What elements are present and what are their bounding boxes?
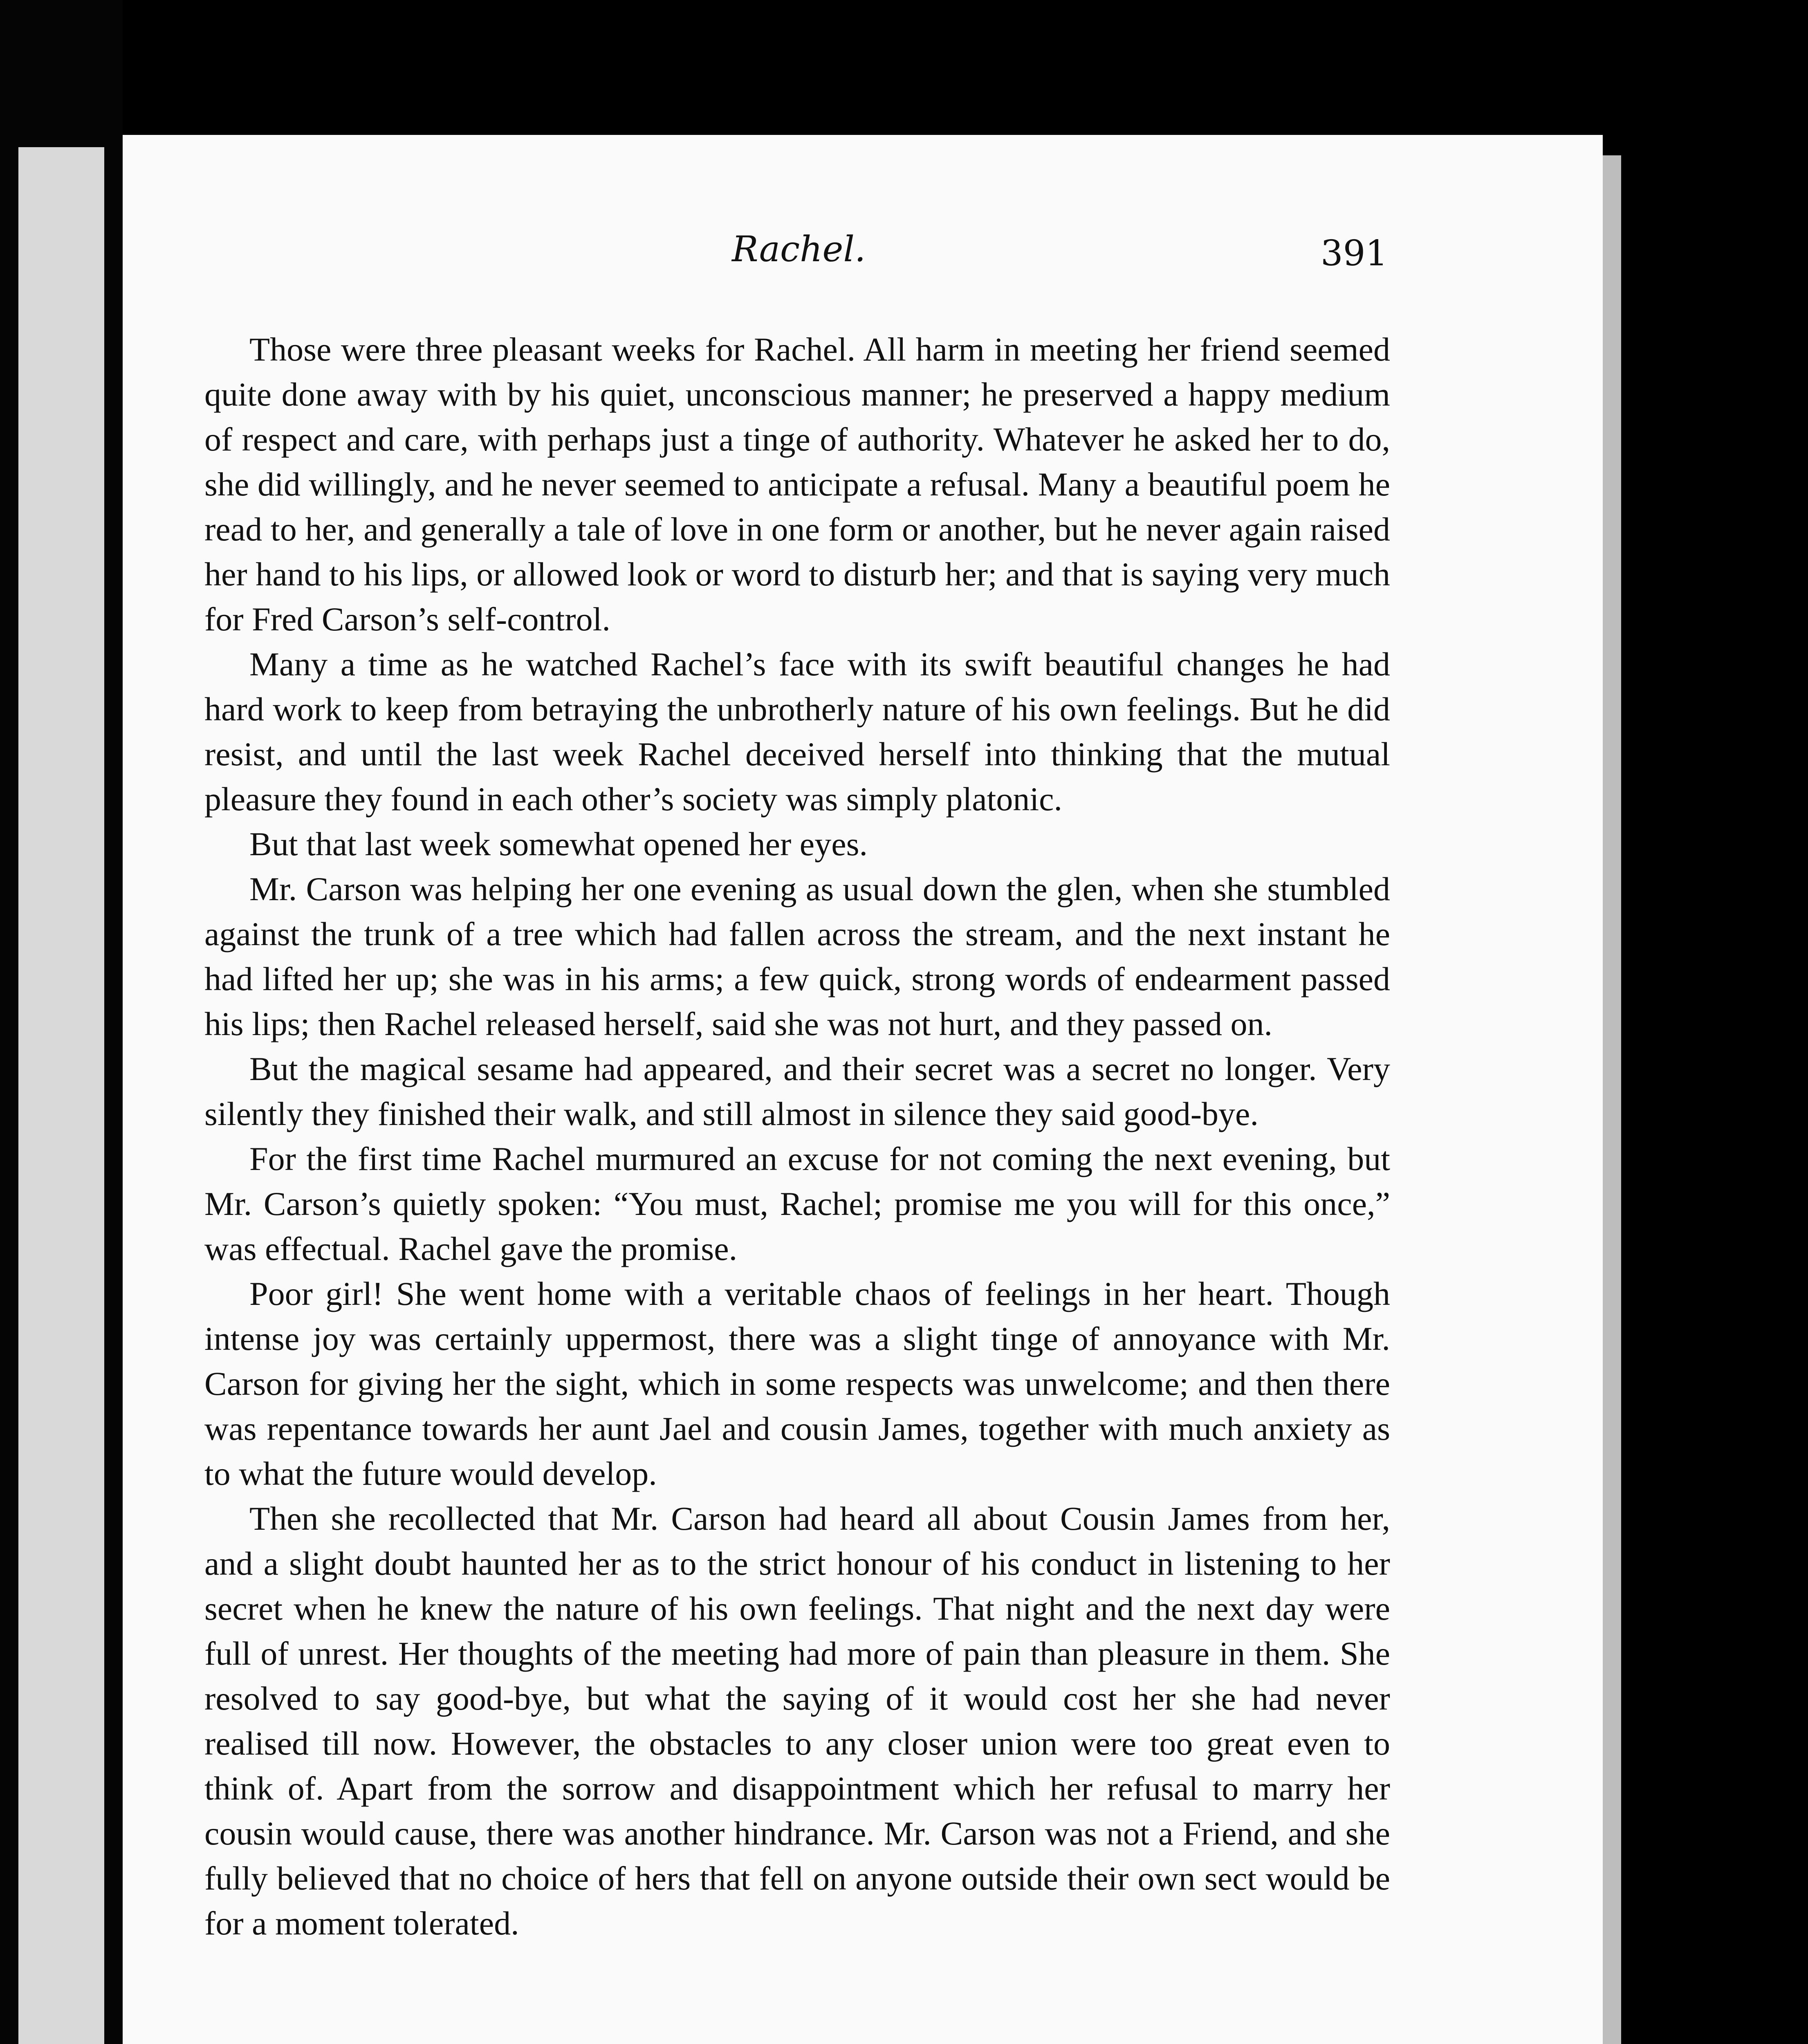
paragraph: Those were three pleasant weeks for Rachel. All harm in meeting her friend seemed quite done away with by his quiet, unconscious manner; he preserved a happy medium of respect and care, with perhaps just a tinge of authority. Whatever he asked her to do, she did willingly, and he never seemed to anticipate a refusal. Many a beautiful poem he read to her, and generally a tale of love in one form or another, but he never again raised her hand to his lips, or allowed look or word to disturb her; and that is saying very much for Fred Carson’s self-control.: [204, 331, 1390, 638]
paragraph: Then she recollected that Mr. Carson had heard all about Cousin James from her, and a slight doubt haunted her as to the strict honour of his conduct in listening to her secret when he knew the nature of his own feelings. That night and the next day were full of unrest. Her thoughts of the meeting had more of pain than pleasure in them. She resolved to say good-bye, but what the saying of it would cost her she had never realised till now. However, the obstacles to any closer union were too great even to think of. Apart from the sorrow and disappointment which her refusal to marry her cousin would cause, there was another hindrance. Mr. Carson was not a Friend, and she fully believed that no choice of hers that fell on anyone outside their own sect would be for a moment tolerated.: [204, 1500, 1390, 1942]
paragraph: For the first time Rachel murmured an excuse for not coming the next evening, but Mr. Carson’s quietly spoken: “You must, Rachel; promise me you will for this once,” was effectual. Rachel gave the promise.: [204, 1140, 1390, 1267]
page-edge-shadow: [1603, 155, 1621, 2044]
body-text: [204, 327, 1390, 1946]
paragraph: Poor girl! She went home with a veritable chaos of feelings in her heart. Though intense joy was certainly uppermost, there was a slight tinge of annoyance with Mr. Carson for giving her the sight, which in some respects was unwelcome; and then there was repentance towards her aunt Jael and cousin James, together with much anxiety as to what the future would develop.: [204, 1275, 1390, 1492]
paragraph: But that last week somewhat opened her eyes.: [249, 825, 868, 863]
paragraph: But the magical sesame had appeared, and their secret was a secret no longer. Very silently they finished their walk, and still almost in silence they said good-bye.: [204, 1050, 1390, 1132]
running-title: Rachel.: [732, 229, 866, 270]
paragraph: Mr. Carson was helping her one evening as usual down the glen, when she stumbled against the trunk of a tree which had fallen across the stream, and the next instant he had lifted her up; she was in his arms; a few quick, strong words of endearment passed his lips; then Rachel released herself, said she was not hurt, and they passed on.: [204, 870, 1390, 1042]
facing-page-edge: [18, 147, 104, 2044]
paragraph: Many a time as he watched Rachel’s face with its swift beautiful changes he had hard work to keep from betraying the unbrotherly nature of his own feelings. But he did resist, and until the last week Rachel deceived herself into thinking that the mutual pleasure they found in each other’s society was simply platonic.: [204, 645, 1390, 818]
page-number: 391: [1321, 233, 1388, 274]
